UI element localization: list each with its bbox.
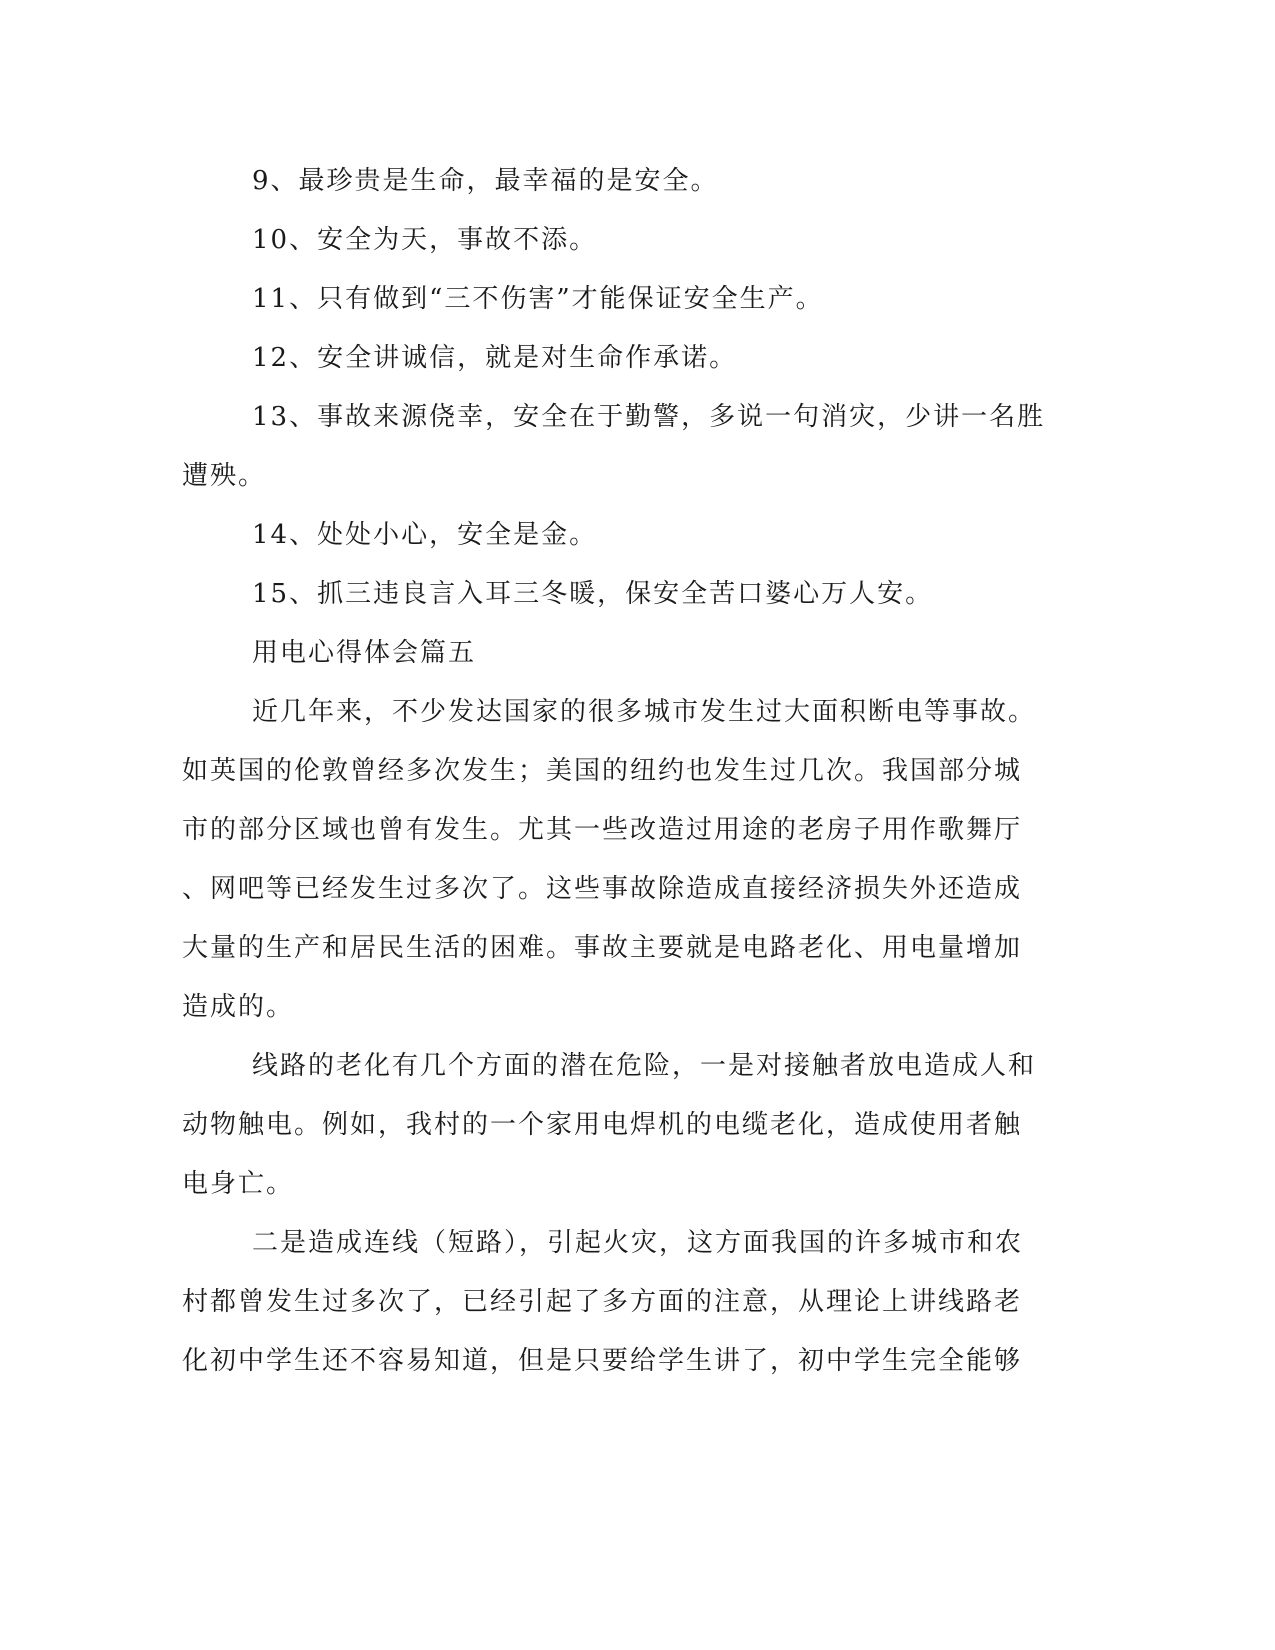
- text-line: 市的部分区域也曾有发生。尤其一些改造过用途的老房子用作歌舞厅: [182, 815, 1023, 845]
- text-line: 11、只有做到“三不伤害”才能保证安全生产。: [252, 284, 824, 314]
- text-line: 线路的老化有几个方面的潜在危险，一是对接触者放电造成人和: [252, 1051, 1037, 1081]
- text-line: 9、最珍贵是生命，最幸福的是安全。: [252, 166, 719, 196]
- text-line: 电身亡。: [182, 1169, 295, 1199]
- text-line: 14、处处小心，安全是金。: [252, 520, 598, 550]
- text-line: 12、安全讲诚信，就是对生命作承诺。: [252, 343, 738, 373]
- text-line: 动物触电。例如，我村的一个家用电焊机的电缆老化，造成使用者触: [182, 1110, 1023, 1140]
- text-line: 15、抓三违良言入耳三冬暖，保安全苦口婆心万人安。: [252, 579, 934, 609]
- text-line: 10、安全为天，事故不添。: [252, 225, 598, 255]
- text-line: 、网吧等已经发生过多次了。这些事故除造成直接经济损失外还造成: [182, 874, 1023, 904]
- text-line: 近几年来，不少发达国家的很多城市发生过大面积断电等事故。: [252, 697, 1037, 727]
- text-line: 大量的生产和居民生活的困难。事故主要就是电路老化、用电量增加: [182, 933, 1023, 963]
- text-line: 化初中学生还不容易知道，但是只要给学生讲了，初中学生完全能够: [182, 1346, 1023, 1376]
- text-line: 13、事故来源侥幸，安全在于勤警，多说一句消灾，少讲一名胜: [252, 402, 1046, 432]
- text-line: 二是造成连线（短路），引起火灾，这方面我国的许多城市和农: [252, 1228, 1024, 1258]
- document-body: [182, 152, 1046, 1391]
- text-line: 如英国的伦敦曾经多次发生；美国的纽约也发生过几次。我国部分城: [182, 756, 1023, 786]
- text-line: 遭殃。: [182, 461, 267, 491]
- text-line: 造成的。: [182, 992, 295, 1022]
- text-line: 村都曾发生过多次了，已经引起了多方面的注意，从理论上讲线路老: [182, 1287, 1023, 1317]
- section-heading: 用电心得体会篇五: [252, 638, 477, 668]
